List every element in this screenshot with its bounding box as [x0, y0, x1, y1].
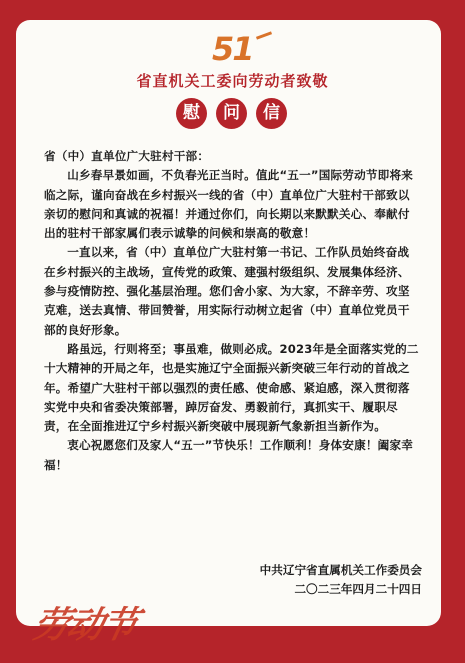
- headline: 省直机关工委向劳动者致敬: [136, 72, 329, 90]
- title-seal-3: 信: [256, 98, 287, 129]
- paragraph: 一直以来，省（中）直单位广大驻村第一书记、工作队员始终奋战在乡村振兴的主战场，宣传党的政策、建强村级组织、发展集体经济、参与疫情防控、强化基层治理。您们舍小家、为大家，不辞辛劳、攻坚克难，送去真情、带回赞誉，用实际行动树立起省（中）直单位党员干部的良好形象。: [44, 245, 410, 337]
- paragraph: 山乡春早景如画，不负春光正当时。值此“五一”国际劳动节即将来临之际，谨向奋战在乡村振兴一线的省（中）直单位广大驻村干部致以亲切的慰问和真诚的祝福！并通过你们，向长期以来默默关心、奉献付出的驻村干部家属们表示诚挚的问候和崇高的敬意！: [44, 168, 414, 241]
- signature-org: 中共辽宁省直属机关工作委员会: [259, 563, 422, 577]
- signature-block: [200, 561, 422, 599]
- title-seal-1: 慰: [176, 98, 207, 129]
- letter-body: [44, 147, 420, 475]
- fifty-one-logo: 51: [212, 30, 253, 68]
- paragraph: 衷心祝愿您们及家人“五一”节快乐！工作顺利！身体安康！阖家幸福！: [44, 438, 414, 472]
- salutation: 省（中）直单位广大驻村干部：: [44, 149, 210, 163]
- paragraph: 路虽远，行则将至；事虽难，做则必成。2023年是全面落实党的二十大精神的开局之年，也是实施辽宁全面振兴新突破三年行动的首战之年。希望广大驻村干部以强烈的责任感、使命感、紧迫感，深入贯彻落实党中央和省委决策部署，踔厉奋发、勇毅前行，真抓实干、履职尽责，在全面推进辽宁乡村振兴新突破中展现新气象新担当新作为。: [44, 341, 419, 434]
- labor-day-calligraphy: 劳动节: [29, 604, 140, 646]
- signature-date: 二〇二三年四月二十四日: [294, 582, 422, 596]
- title-seal-2: 问: [216, 98, 247, 129]
